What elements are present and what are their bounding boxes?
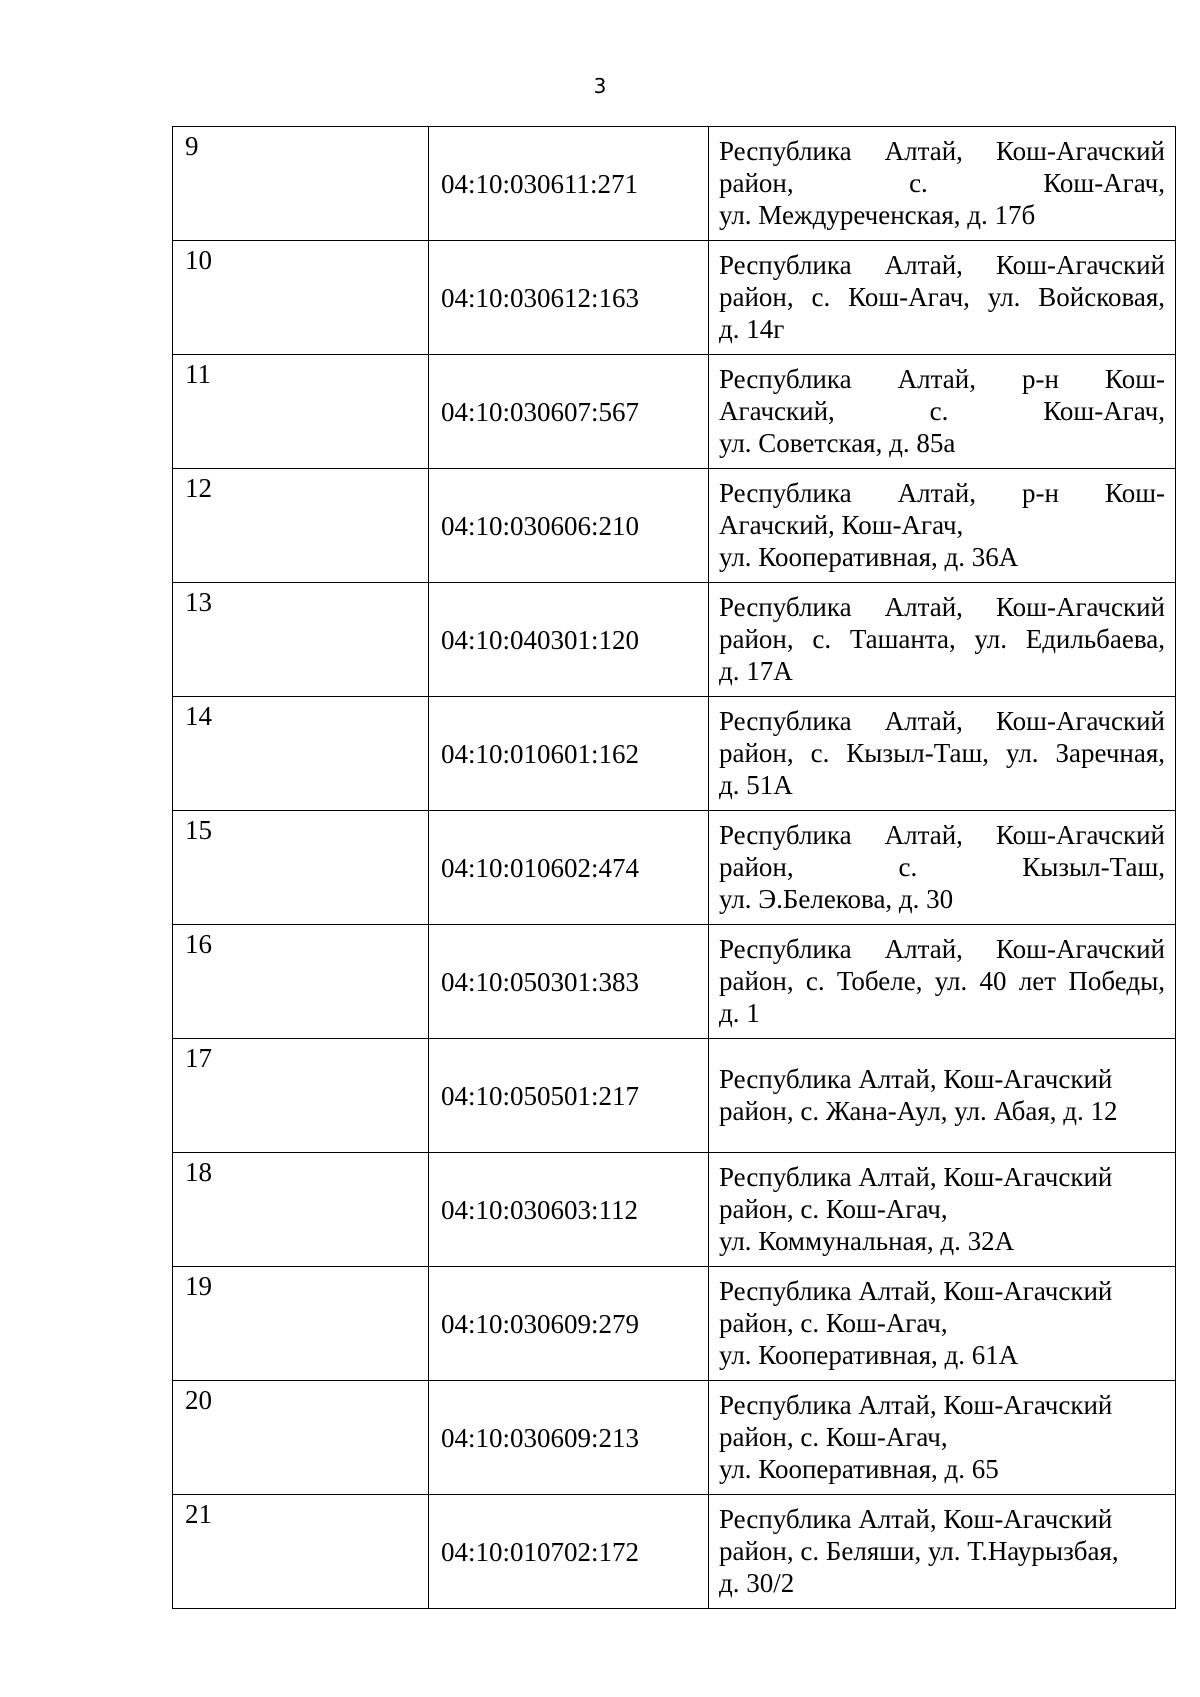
table-row	[173, 355, 1176, 469]
table-row	[173, 925, 1176, 1039]
cadastral-table	[172, 126, 1176, 1609]
row-number: 14	[173, 697, 429, 811]
address-cell	[709, 697, 1176, 811]
address-line: д. 17А	[719, 656, 793, 686]
table-row	[173, 127, 1176, 241]
address-line: Республика Алтай, Кош-Агачский	[719, 820, 1165, 850]
table-row	[173, 697, 1176, 811]
cadastral-number: 04:10:040301:120	[429, 583, 709, 697]
row-number: 13	[173, 583, 429, 697]
row-number: 15	[173, 811, 429, 925]
address-line: д. 51А	[719, 770, 793, 800]
table-row	[173, 1153, 1176, 1267]
address-cell	[709, 1153, 1176, 1267]
address-line: д. 30/2	[719, 1568, 795, 1598]
address-line: район, с. Кызыл-Таш, ул. Заречная,	[719, 738, 1165, 768]
address-line: район, с. Жана-Аул, ул. Абая, д. 12	[719, 1096, 1118, 1126]
address-cell	[709, 925, 1176, 1039]
address-line: Республика Алтай, Кош-Агачский	[719, 934, 1165, 964]
address-line: ул. Кооперативная, д. 65	[719, 1454, 999, 1484]
address-line: Агачский, с. Кош-Агач,	[719, 396, 1165, 426]
address-line: Агачский, Кош-Агач,	[719, 510, 964, 540]
address-line: ул. Э.Белекова, д. 30	[719, 884, 954, 914]
address-line: ул. Советская, д. 85а	[719, 428, 956, 458]
address-line: район, с. Кызыл-Таш,	[719, 852, 1165, 882]
address-line: Республика Алтай, Кош-Агачский	[719, 592, 1165, 622]
address-line: д. 1	[719, 998, 760, 1028]
row-number: 11	[173, 355, 429, 469]
row-number: 17	[173, 1039, 429, 1153]
address-line: район, с. Беляши, ул. Т.Наурызбая,	[719, 1536, 1119, 1566]
address-line: ул. Кооперативная, д. 61А	[719, 1340, 1019, 1370]
address-line: ул. Кооперативная, д. 36А	[719, 542, 1019, 572]
table-body	[173, 127, 1176, 1609]
table-row	[173, 241, 1176, 355]
address-cell	[709, 469, 1176, 583]
table-row	[173, 583, 1176, 697]
table-row	[173, 1381, 1176, 1495]
address-line: Республика Алтай, Кош-Агачский	[719, 706, 1165, 736]
cadastral-number: 04:10:030606:210	[429, 469, 709, 583]
address-cell	[709, 127, 1176, 241]
page-number: 3	[593, 74, 607, 98]
address-line: район, с. Тобеле, ул. 40 лет Победы,	[719, 966, 1165, 996]
table-row	[173, 469, 1176, 583]
address-line: Республика Алтай, Кош-Агачский	[719, 250, 1165, 280]
table-row	[173, 1495, 1176, 1609]
cadastral-number: 04:10:050501:217	[429, 1039, 709, 1153]
cadastral-number: 04:10:010602:474	[429, 811, 709, 925]
table-row	[173, 1039, 1176, 1153]
address-block	[719, 1047, 1165, 1127]
address-cell	[709, 241, 1176, 355]
address-line: д. 14г	[719, 314, 785, 344]
address-line: Республика Алтай, Кош-Агачский	[719, 1162, 1113, 1192]
address-line: район, с. Кош-Агач,	[719, 1194, 948, 1224]
row-number: 9	[173, 127, 429, 241]
table-row	[173, 1267, 1176, 1381]
address-line: район, с. Кош-Агач, ул. Войсковая,	[719, 282, 1165, 312]
address-cell	[709, 355, 1176, 469]
address-cell	[709, 1039, 1176, 1153]
address-cell	[709, 1381, 1176, 1495]
row-number: 19	[173, 1267, 429, 1381]
cadastral-number: 04:10:030611:271	[429, 127, 709, 241]
address-cell	[709, 1495, 1176, 1609]
address-line: Республика Алтай, Кош-Агачский	[719, 1064, 1113, 1094]
row-number: 18	[173, 1153, 429, 1267]
cadastral-number: 04:10:010702:172	[429, 1495, 709, 1609]
row-number: 10	[173, 241, 429, 355]
address-cell	[709, 1267, 1176, 1381]
cadastral-number: 04:10:030603:112	[429, 1153, 709, 1267]
address-line: Республика Алтай, Кош-Агачский	[719, 1390, 1113, 1420]
address-line: Республика Алтай, р-н Кош-	[719, 478, 1165, 508]
cadastral-number: 04:10:010601:162	[429, 697, 709, 811]
address-line: Республика Алтай, Кош-Агачский	[719, 136, 1165, 166]
address-line: район, с. Ташанта, ул. Едильбаева,	[719, 624, 1165, 654]
address-line: ул. Междуреченская, д. 17б	[719, 200, 1036, 230]
cadastral-number: 04:10:030607:567	[429, 355, 709, 469]
cadastral-number: 04:10:030609:213	[429, 1381, 709, 1495]
row-number: 20	[173, 1381, 429, 1495]
address-line: ул. Коммунальная, д. 32А	[719, 1226, 1015, 1256]
address-line: Республика Алтай, Кош-Агачский	[719, 1504, 1113, 1534]
row-number: 12	[173, 469, 429, 583]
cadastral-number: 04:10:030612:163	[429, 241, 709, 355]
address-line: район, с. Кош-Агач,	[719, 1422, 948, 1452]
address-line: район, с. Кош-Агач,	[719, 1308, 948, 1338]
address-cell	[709, 583, 1176, 697]
address-line: Республика Алтай, Кош-Агачский	[719, 1276, 1113, 1306]
cadastral-number: 04:10:030609:279	[429, 1267, 709, 1381]
table-row	[173, 811, 1176, 925]
row-number: 16	[173, 925, 429, 1039]
address-line: район, с. Кош-Агач,	[719, 168, 1165, 198]
row-number: 21	[173, 1495, 429, 1609]
address-line: Республика Алтай, р-н Кош-	[719, 364, 1165, 394]
cadastral-number: 04:10:050301:383	[429, 925, 709, 1039]
address-cell	[709, 811, 1176, 925]
